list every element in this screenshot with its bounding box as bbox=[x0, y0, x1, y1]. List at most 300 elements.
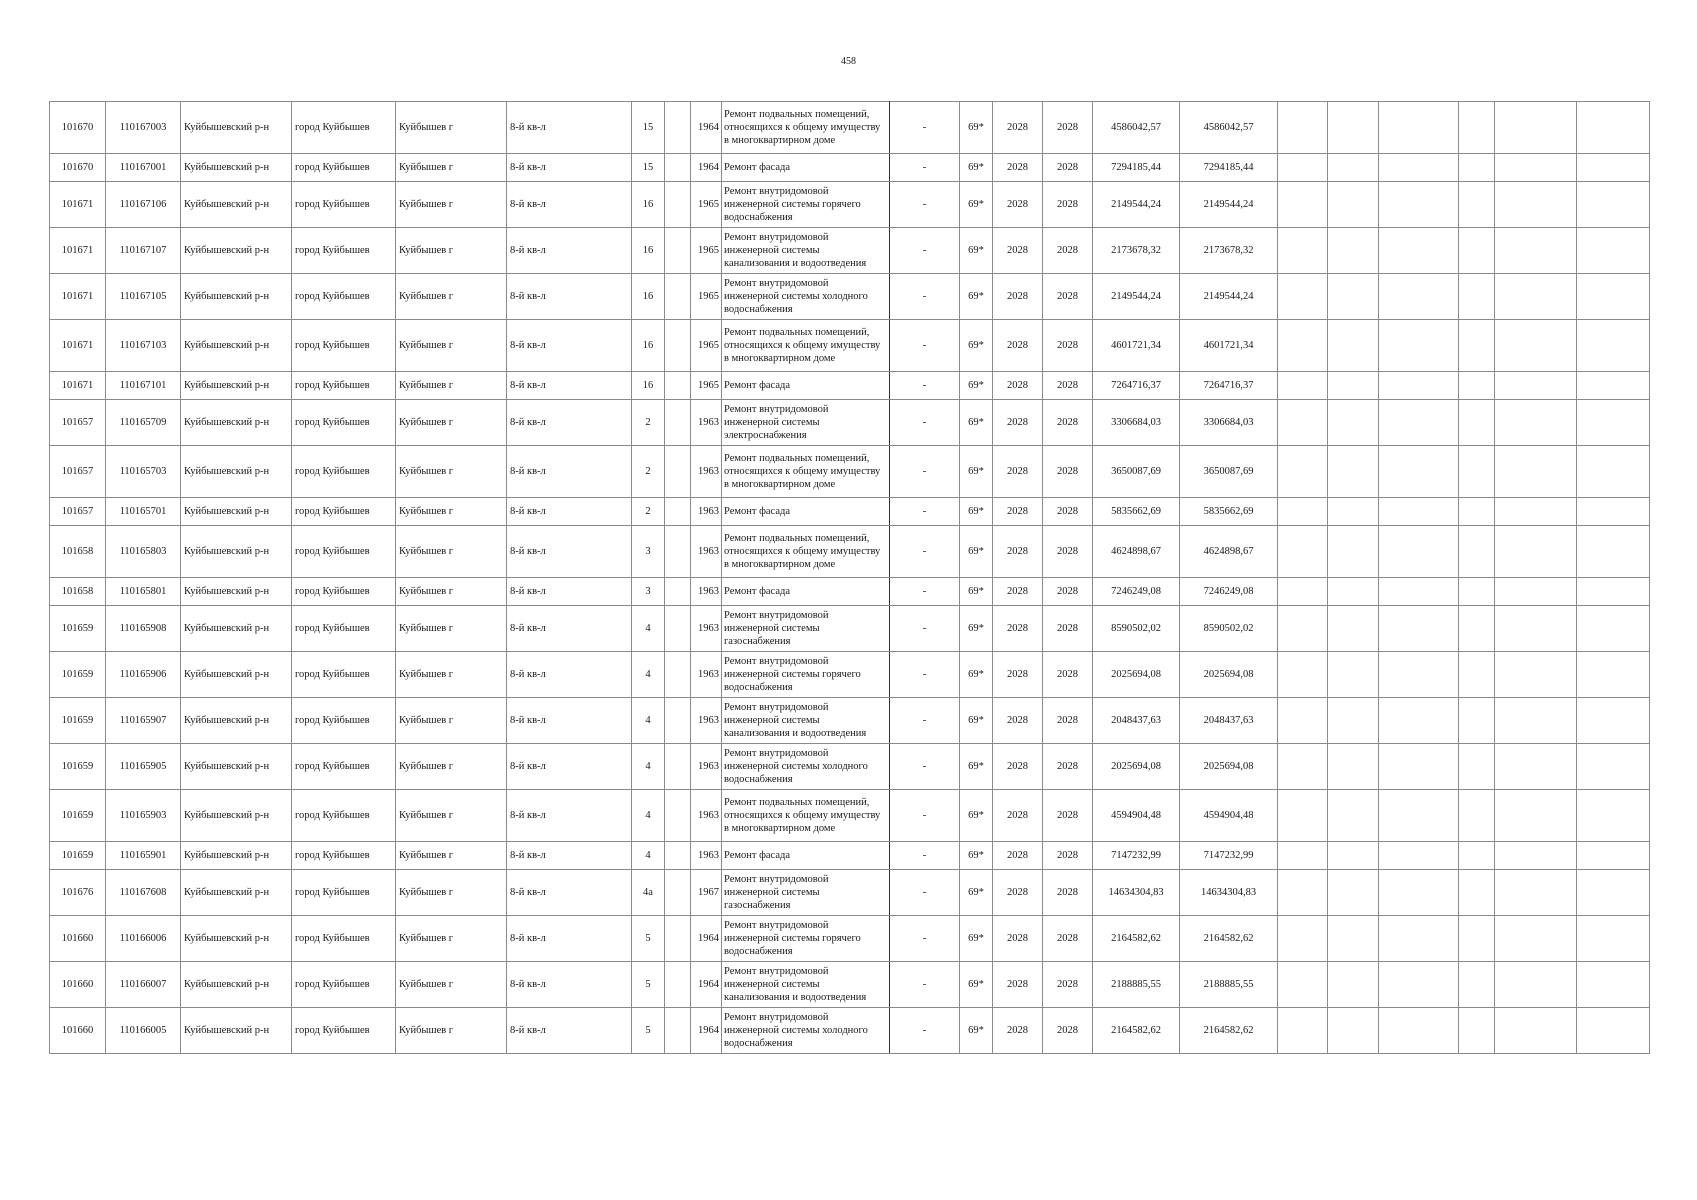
empty-cell bbox=[1328, 320, 1379, 372]
table-row bbox=[50, 182, 1650, 228]
total-cost-cell: 7246249,08 bbox=[1180, 578, 1278, 606]
house-number-cell: 15 bbox=[632, 154, 665, 182]
build-year-cell: 1964 bbox=[691, 916, 722, 962]
empty-cell bbox=[1577, 400, 1650, 446]
street-cell: 8-й кв-л bbox=[507, 870, 632, 916]
district-cell: Куйбышевский р-н bbox=[181, 446, 292, 498]
empty-cell bbox=[1328, 744, 1379, 790]
house-id-cell: 101659 bbox=[50, 842, 106, 870]
plan-year-from-cell: 2028 bbox=[993, 790, 1043, 842]
district-cell: Куйбышевский р-н bbox=[181, 744, 292, 790]
plan-year-to-cell: 2028 bbox=[1043, 578, 1093, 606]
empty-cell bbox=[665, 400, 691, 446]
plan-year-to-cell: 2028 bbox=[1043, 182, 1093, 228]
empty-cell bbox=[665, 652, 691, 698]
empty-cell bbox=[665, 790, 691, 842]
empty-cell bbox=[1577, 916, 1650, 962]
house-id-cell: 101671 bbox=[50, 274, 106, 320]
district-cell: Куйбышевский р-н bbox=[181, 606, 292, 652]
table-row bbox=[50, 446, 1650, 498]
plan-year-from-cell: 2028 bbox=[993, 526, 1043, 578]
empty-cell bbox=[1577, 606, 1650, 652]
plan-year-to-cell: 2028 bbox=[1043, 652, 1093, 698]
dash-cell: - bbox=[890, 606, 960, 652]
empty-cell bbox=[1495, 1008, 1577, 1054]
work-code-cell: 110167608 bbox=[106, 870, 181, 916]
empty-cell bbox=[1379, 916, 1459, 962]
house-number-cell: 5 bbox=[632, 1008, 665, 1054]
dash-cell: - bbox=[890, 526, 960, 578]
cost-cell: 3650087,69 bbox=[1093, 446, 1180, 498]
norm-cell: 69* bbox=[960, 870, 993, 916]
empty-cell bbox=[665, 962, 691, 1008]
empty-cell bbox=[665, 154, 691, 182]
street-cell: 8-й кв-л bbox=[507, 400, 632, 446]
plan-year-to-cell: 2028 bbox=[1043, 228, 1093, 274]
district-cell: Куйбышевский р-н bbox=[181, 320, 292, 372]
municipality-cell: город Куйбышев bbox=[292, 842, 396, 870]
empty-cell bbox=[1459, 228, 1495, 274]
empty-cell bbox=[1459, 400, 1495, 446]
house-id-cell: 101658 bbox=[50, 578, 106, 606]
table-row bbox=[50, 698, 1650, 744]
build-year-cell: 1965 bbox=[691, 182, 722, 228]
build-year-cell: 1963 bbox=[691, 698, 722, 744]
empty-cell bbox=[1379, 606, 1459, 652]
empty-cell bbox=[1577, 498, 1650, 526]
dash-cell: - bbox=[890, 870, 960, 916]
empty-cell bbox=[665, 578, 691, 606]
empty-cell bbox=[1379, 870, 1459, 916]
plan-year-from-cell: 2028 bbox=[993, 446, 1043, 498]
street-cell: 8-й кв-л bbox=[507, 962, 632, 1008]
total-cost-cell: 7294185,44 bbox=[1180, 154, 1278, 182]
empty-cell bbox=[1379, 498, 1459, 526]
empty-cell bbox=[665, 228, 691, 274]
empty-cell bbox=[665, 446, 691, 498]
empty-cell bbox=[1577, 228, 1650, 274]
work-code-cell: 110165701 bbox=[106, 498, 181, 526]
plan-year-from-cell: 2028 bbox=[993, 498, 1043, 526]
work-code-cell: 110167103 bbox=[106, 320, 181, 372]
empty-cell bbox=[1328, 578, 1379, 606]
plan-year-from-cell: 2028 bbox=[993, 400, 1043, 446]
total-cost-cell: 4586042,57 bbox=[1180, 102, 1278, 154]
total-cost-cell: 2164582,62 bbox=[1180, 916, 1278, 962]
empty-cell bbox=[1328, 698, 1379, 744]
empty-cell bbox=[1278, 102, 1328, 154]
locality-cell: Куйбышев г bbox=[396, 446, 507, 498]
house-number-cell: 16 bbox=[632, 274, 665, 320]
empty-cell bbox=[1278, 372, 1328, 400]
table-row bbox=[50, 1008, 1650, 1054]
empty-cell bbox=[1278, 526, 1328, 578]
dash-cell: - bbox=[890, 652, 960, 698]
plan-year-to-cell: 2028 bbox=[1043, 842, 1093, 870]
empty-cell bbox=[1278, 498, 1328, 526]
empty-cell bbox=[1459, 652, 1495, 698]
plan-year-to-cell: 2028 bbox=[1043, 1008, 1093, 1054]
empty-cell bbox=[1328, 446, 1379, 498]
empty-cell bbox=[1495, 790, 1577, 842]
empty-cell bbox=[1495, 606, 1577, 652]
norm-cell: 69* bbox=[960, 842, 993, 870]
municipality-cell: город Куйбышев bbox=[292, 446, 396, 498]
house-number-cell: 4 bbox=[632, 790, 665, 842]
dash-cell: - bbox=[890, 102, 960, 154]
empty-cell bbox=[1379, 578, 1459, 606]
empty-cell bbox=[1577, 182, 1650, 228]
plan-year-to-cell: 2028 bbox=[1043, 870, 1093, 916]
empty-cell bbox=[1459, 498, 1495, 526]
empty-cell bbox=[1459, 962, 1495, 1008]
empty-cell bbox=[1495, 498, 1577, 526]
locality-cell: Куйбышев г bbox=[396, 790, 507, 842]
house-id-cell: 101658 bbox=[50, 526, 106, 578]
empty-cell bbox=[1328, 652, 1379, 698]
empty-cell bbox=[1379, 102, 1459, 154]
work-code-cell: 110165901 bbox=[106, 842, 181, 870]
work-type-cell: Ремонт внутридомовой инженерной системы горячего водоснабжения bbox=[722, 182, 890, 228]
empty-cell bbox=[1379, 400, 1459, 446]
work-type-cell: Ремонт внутридомовой инженерной системы канализования и водоотведения bbox=[722, 228, 890, 274]
locality-cell: Куйбышев г bbox=[396, 400, 507, 446]
empty-cell bbox=[1459, 842, 1495, 870]
street-cell: 8-й кв-л bbox=[507, 744, 632, 790]
build-year-cell: 1965 bbox=[691, 320, 722, 372]
municipality-cell: город Куйбышев bbox=[292, 790, 396, 842]
house-number-cell: 2 bbox=[632, 446, 665, 498]
work-type-cell: Ремонт внутридомовой инженерной системы холодного водоснабжения bbox=[722, 274, 890, 320]
work-type-cell: Ремонт фасада bbox=[722, 842, 890, 870]
cost-cell: 3306684,03 bbox=[1093, 400, 1180, 446]
norm-cell: 69* bbox=[960, 446, 993, 498]
empty-cell bbox=[1379, 652, 1459, 698]
locality-cell: Куйбышев г bbox=[396, 744, 507, 790]
empty-cell bbox=[1577, 102, 1650, 154]
capital-repair-register-table bbox=[49, 101, 1650, 1054]
empty-cell bbox=[1278, 790, 1328, 842]
district-cell: Куйбышевский р-н bbox=[181, 1008, 292, 1054]
empty-cell bbox=[1379, 744, 1459, 790]
work-code-cell: 110165906 bbox=[106, 652, 181, 698]
cost-cell: 4594904,48 bbox=[1093, 790, 1180, 842]
empty-cell bbox=[665, 498, 691, 526]
table-row bbox=[50, 320, 1650, 372]
plan-year-to-cell: 2028 bbox=[1043, 526, 1093, 578]
plan-year-from-cell: 2028 bbox=[993, 1008, 1043, 1054]
municipality-cell: город Куйбышев bbox=[292, 962, 396, 1008]
empty-cell bbox=[1379, 962, 1459, 1008]
plan-year-from-cell: 2028 bbox=[993, 652, 1043, 698]
empty-cell bbox=[1459, 870, 1495, 916]
plan-year-from-cell: 2028 bbox=[993, 102, 1043, 154]
empty-cell bbox=[1495, 652, 1577, 698]
work-type-cell: Ремонт внутридомовой инженерной системы горячего водоснабжения bbox=[722, 916, 890, 962]
build-year-cell: 1963 bbox=[691, 744, 722, 790]
empty-cell bbox=[1278, 578, 1328, 606]
total-cost-cell: 2173678,32 bbox=[1180, 228, 1278, 274]
district-cell: Куйбышевский р-н bbox=[181, 228, 292, 274]
empty-cell bbox=[1495, 842, 1577, 870]
empty-cell bbox=[1459, 606, 1495, 652]
table-row bbox=[50, 962, 1650, 1008]
locality-cell: Куйбышев г bbox=[396, 698, 507, 744]
empty-cell bbox=[1495, 916, 1577, 962]
district-cell: Куйбышевский р-н bbox=[181, 400, 292, 446]
empty-cell bbox=[1495, 446, 1577, 498]
house-number-cell: 16 bbox=[632, 372, 665, 400]
plan-year-from-cell: 2028 bbox=[993, 916, 1043, 962]
build-year-cell: 1963 bbox=[691, 498, 722, 526]
dash-cell: - bbox=[890, 1008, 960, 1054]
empty-cell bbox=[1495, 962, 1577, 1008]
work-code-cell: 110165907 bbox=[106, 698, 181, 744]
empty-cell bbox=[1328, 916, 1379, 962]
dash-cell: - bbox=[890, 372, 960, 400]
work-type-cell: Ремонт внутридомовой инженерной системы горячего водоснабжения bbox=[722, 652, 890, 698]
street-cell: 8-й кв-л bbox=[507, 916, 632, 962]
plan-year-from-cell: 2028 bbox=[993, 962, 1043, 1008]
empty-cell bbox=[1379, 1008, 1459, 1054]
total-cost-cell: 2164582,62 bbox=[1180, 1008, 1278, 1054]
work-code-cell: 110165803 bbox=[106, 526, 181, 578]
street-cell: 8-й кв-л bbox=[507, 498, 632, 526]
municipality-cell: город Куйбышев bbox=[292, 372, 396, 400]
dash-cell: - bbox=[890, 400, 960, 446]
district-cell: Куйбышевский р-н bbox=[181, 102, 292, 154]
house-number-cell: 5 bbox=[632, 962, 665, 1008]
plan-year-from-cell: 2028 bbox=[993, 228, 1043, 274]
street-cell: 8-й кв-л bbox=[507, 154, 632, 182]
house-id-cell: 101657 bbox=[50, 446, 106, 498]
empty-cell bbox=[1379, 842, 1459, 870]
locality-cell: Куйбышев г bbox=[396, 606, 507, 652]
dash-cell: - bbox=[890, 962, 960, 1008]
register-body bbox=[50, 102, 1650, 1054]
norm-cell: 69* bbox=[960, 274, 993, 320]
empty-cell bbox=[1278, 962, 1328, 1008]
total-cost-cell: 8590502,02 bbox=[1180, 606, 1278, 652]
empty-cell bbox=[1379, 228, 1459, 274]
municipality-cell: город Куйбышев bbox=[292, 102, 396, 154]
cost-cell: 4624898,67 bbox=[1093, 526, 1180, 578]
total-cost-cell: 2025694,08 bbox=[1180, 744, 1278, 790]
empty-cell bbox=[1278, 320, 1328, 372]
street-cell: 8-й кв-л bbox=[507, 228, 632, 274]
table-row bbox=[50, 842, 1650, 870]
municipality-cell: город Куйбышев bbox=[292, 744, 396, 790]
cost-cell: 2164582,62 bbox=[1093, 916, 1180, 962]
locality-cell: Куйбышев г bbox=[396, 652, 507, 698]
build-year-cell: 1963 bbox=[691, 446, 722, 498]
municipality-cell: город Куйбышев bbox=[292, 916, 396, 962]
street-cell: 8-й кв-л bbox=[507, 652, 632, 698]
street-cell: 8-й кв-л bbox=[507, 578, 632, 606]
plan-year-to-cell: 2028 bbox=[1043, 962, 1093, 1008]
house-number-cell: 16 bbox=[632, 182, 665, 228]
empty-cell bbox=[1459, 182, 1495, 228]
work-code-cell: 110166006 bbox=[106, 916, 181, 962]
norm-cell: 69* bbox=[960, 744, 993, 790]
empty-cell bbox=[1577, 962, 1650, 1008]
table-row bbox=[50, 498, 1650, 526]
district-cell: Куйбышевский р-н bbox=[181, 916, 292, 962]
empty-cell bbox=[1459, 1008, 1495, 1054]
total-cost-cell: 2048437,63 bbox=[1180, 698, 1278, 744]
street-cell: 8-й кв-л bbox=[507, 698, 632, 744]
norm-cell: 69* bbox=[960, 372, 993, 400]
municipality-cell: город Куйбышев bbox=[292, 228, 396, 274]
table-row bbox=[50, 652, 1650, 698]
plan-year-to-cell: 2028 bbox=[1043, 102, 1093, 154]
house-id-cell: 101660 bbox=[50, 916, 106, 962]
house-number-cell: 3 bbox=[632, 578, 665, 606]
dash-cell: - bbox=[890, 744, 960, 790]
plan-year-from-cell: 2028 bbox=[993, 842, 1043, 870]
house-id-cell: 101660 bbox=[50, 962, 106, 1008]
plan-year-from-cell: 2028 bbox=[993, 698, 1043, 744]
total-cost-cell: 2025694,08 bbox=[1180, 652, 1278, 698]
municipality-cell: город Куйбышев bbox=[292, 498, 396, 526]
build-year-cell: 1963 bbox=[691, 526, 722, 578]
work-type-cell: Ремонт фасада bbox=[722, 372, 890, 400]
empty-cell bbox=[1577, 446, 1650, 498]
empty-cell bbox=[665, 842, 691, 870]
norm-cell: 69* bbox=[960, 1008, 993, 1054]
work-code-cell: 110167107 bbox=[106, 228, 181, 274]
norm-cell: 69* bbox=[960, 526, 993, 578]
work-type-cell: Ремонт внутридомовой инженерной системы электроснабжения bbox=[722, 400, 890, 446]
work-code-cell: 110167101 bbox=[106, 372, 181, 400]
house-number-cell: 2 bbox=[632, 400, 665, 446]
municipality-cell: город Куйбышев bbox=[292, 400, 396, 446]
empty-cell bbox=[665, 274, 691, 320]
dash-cell: - bbox=[890, 578, 960, 606]
plan-year-from-cell: 2028 bbox=[993, 320, 1043, 372]
plan-year-to-cell: 2028 bbox=[1043, 790, 1093, 842]
empty-cell bbox=[1328, 274, 1379, 320]
page-number: 458 bbox=[841, 56, 856, 67]
work-code-cell: 110167003 bbox=[106, 102, 181, 154]
work-type-cell: Ремонт фасада bbox=[722, 154, 890, 182]
empty-cell bbox=[1459, 446, 1495, 498]
empty-cell bbox=[1459, 916, 1495, 962]
municipality-cell: город Куйбышев bbox=[292, 606, 396, 652]
empty-cell bbox=[1379, 320, 1459, 372]
norm-cell: 69* bbox=[960, 698, 993, 744]
norm-cell: 69* bbox=[960, 962, 993, 1008]
empty-cell bbox=[1577, 526, 1650, 578]
work-code-cell: 110165709 bbox=[106, 400, 181, 446]
plan-year-to-cell: 2028 bbox=[1043, 320, 1093, 372]
cost-cell: 7246249,08 bbox=[1093, 578, 1180, 606]
locality-cell: Куйбышев г bbox=[396, 372, 507, 400]
locality-cell: Куйбышев г bbox=[396, 498, 507, 526]
empty-cell bbox=[1328, 1008, 1379, 1054]
table-row bbox=[50, 870, 1650, 916]
build-year-cell: 1964 bbox=[691, 102, 722, 154]
norm-cell: 69* bbox=[960, 228, 993, 274]
house-id-cell: 101671 bbox=[50, 228, 106, 274]
empty-cell bbox=[665, 870, 691, 916]
plan-year-to-cell: 2028 bbox=[1043, 916, 1093, 962]
norm-cell: 69* bbox=[960, 154, 993, 182]
empty-cell bbox=[665, 698, 691, 744]
build-year-cell: 1963 bbox=[691, 606, 722, 652]
locality-cell: Куйбышев г bbox=[396, 154, 507, 182]
work-type-cell: Ремонт подвальных помещений, относящихся к общему имуществу в многоквартирном доме bbox=[722, 526, 890, 578]
plan-year-from-cell: 2028 bbox=[993, 372, 1043, 400]
build-year-cell: 1964 bbox=[691, 962, 722, 1008]
empty-cell bbox=[1328, 154, 1379, 182]
municipality-cell: город Куйбышев bbox=[292, 1008, 396, 1054]
empty-cell bbox=[1459, 320, 1495, 372]
empty-cell bbox=[1328, 842, 1379, 870]
empty-cell bbox=[665, 372, 691, 400]
table-row bbox=[50, 400, 1650, 446]
empty-cell bbox=[1328, 182, 1379, 228]
locality-cell: Куйбышев г bbox=[396, 1008, 507, 1054]
house-id-cell: 101659 bbox=[50, 606, 106, 652]
table-row bbox=[50, 154, 1650, 182]
cost-cell: 4586042,57 bbox=[1093, 102, 1180, 154]
empty-cell bbox=[1379, 790, 1459, 842]
plan-year-to-cell: 2028 bbox=[1043, 744, 1093, 790]
empty-cell bbox=[1459, 372, 1495, 400]
work-type-cell: Ремонт внутридомовой инженерной системы канализования и водоотведения bbox=[722, 962, 890, 1008]
street-cell: 8-й кв-л bbox=[507, 790, 632, 842]
empty-cell bbox=[1328, 962, 1379, 1008]
house-id-cell: 101671 bbox=[50, 182, 106, 228]
work-code-cell: 110167001 bbox=[106, 154, 181, 182]
dash-cell: - bbox=[890, 498, 960, 526]
norm-cell: 69* bbox=[960, 652, 993, 698]
municipality-cell: город Куйбышев bbox=[292, 154, 396, 182]
street-cell: 8-й кв-л bbox=[507, 1008, 632, 1054]
table-row bbox=[50, 606, 1650, 652]
cost-cell: 2025694,08 bbox=[1093, 652, 1180, 698]
empty-cell bbox=[1379, 274, 1459, 320]
empty-cell bbox=[1328, 102, 1379, 154]
house-id-cell: 101659 bbox=[50, 744, 106, 790]
total-cost-cell: 7147232,99 bbox=[1180, 842, 1278, 870]
build-year-cell: 1965 bbox=[691, 228, 722, 274]
district-cell: Куйбышевский р-н bbox=[181, 842, 292, 870]
house-id-cell: 101670 bbox=[50, 102, 106, 154]
empty-cell bbox=[665, 102, 691, 154]
locality-cell: Куйбышев г bbox=[396, 578, 507, 606]
locality-cell: Куйбышев г bbox=[396, 916, 507, 962]
total-cost-cell: 2149544,24 bbox=[1180, 274, 1278, 320]
table-row bbox=[50, 274, 1650, 320]
empty-cell bbox=[1495, 698, 1577, 744]
empty-cell bbox=[1459, 102, 1495, 154]
street-cell: 8-й кв-л bbox=[507, 102, 632, 154]
empty-cell bbox=[1278, 446, 1328, 498]
empty-cell bbox=[1328, 372, 1379, 400]
build-year-cell: 1967 bbox=[691, 870, 722, 916]
cost-cell: 7294185,44 bbox=[1093, 154, 1180, 182]
table-row bbox=[50, 372, 1650, 400]
plan-year-from-cell: 2028 bbox=[993, 154, 1043, 182]
table-row bbox=[50, 790, 1650, 842]
house-number-cell: 4 bbox=[632, 606, 665, 652]
house-id-cell: 101657 bbox=[50, 400, 106, 446]
cost-cell: 2025694,08 bbox=[1093, 744, 1180, 790]
plan-year-to-cell: 2028 bbox=[1043, 154, 1093, 182]
empty-cell bbox=[1278, 1008, 1328, 1054]
